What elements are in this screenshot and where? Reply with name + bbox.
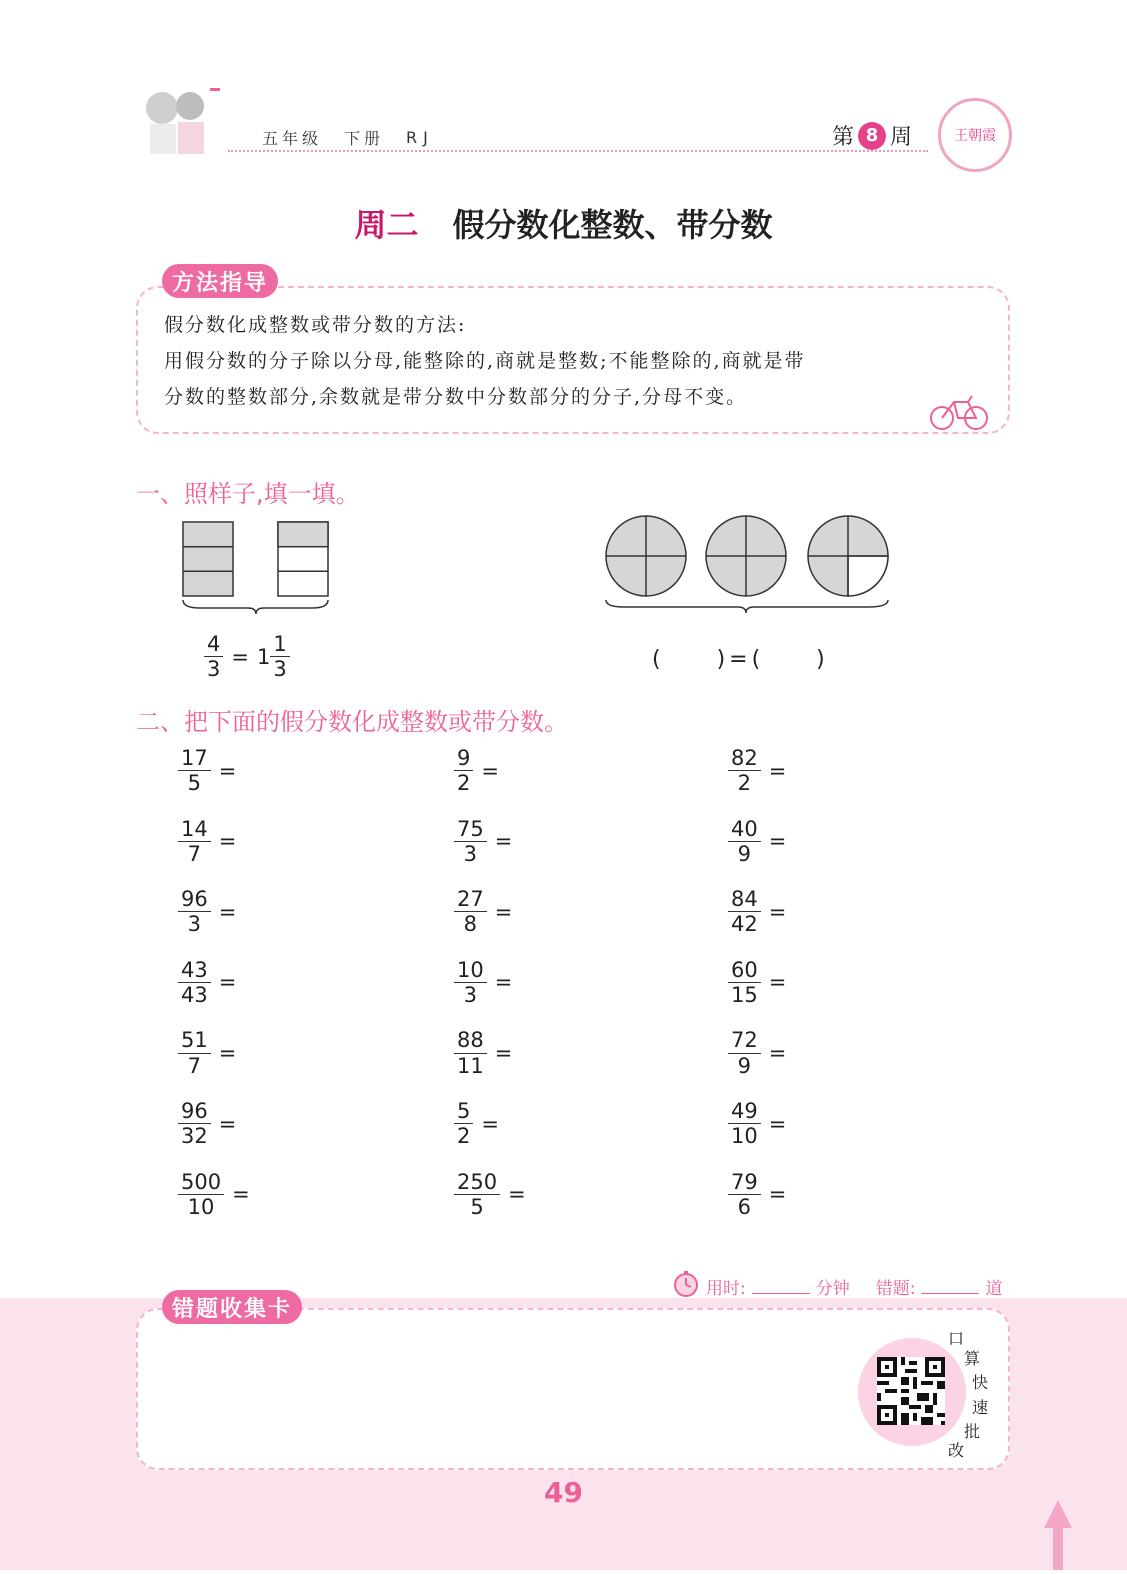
method-label: 方法指导 <box>162 264 278 298</box>
mixed-fraction <box>270 632 289 681</box>
qr-side-char-4: 速 <box>972 1398 989 1417</box>
answer-blank[interactable] <box>256 1179 376 1209</box>
volume-label: 下册 <box>344 128 385 148</box>
fraction-exercise <box>178 746 362 795</box>
equals-sign: = <box>218 829 237 854</box>
fraction-exercise <box>178 887 362 936</box>
answer-blank[interactable] <box>792 826 912 856</box>
equals-sign: = <box>494 1041 513 1066</box>
denominator: 2 <box>457 1124 471 1149</box>
fraction-exercise <box>728 1170 912 1219</box>
blank-equation[interactable]: ( )=( ) <box>652 647 829 672</box>
qr-side-char-2: 算 <box>964 1349 981 1368</box>
improper-fraction <box>728 887 761 936</box>
time-blank[interactable] <box>752 1279 810 1294</box>
denominator: 2 <box>457 771 471 796</box>
fraction-exercise <box>454 817 638 866</box>
improper-fraction <box>178 817 211 866</box>
improper-fraction <box>728 1170 761 1219</box>
grade-label: 五年级 <box>262 128 323 148</box>
equals-sign: = <box>508 1182 526 1207</box>
fraction-exercise <box>728 887 912 936</box>
equals-sign: = <box>231 644 249 669</box>
arrow-decoration-icon <box>1040 1500 1076 1570</box>
fraction-exercise <box>728 1099 912 1148</box>
page-title <box>0 200 1127 246</box>
denominator: 15 <box>731 982 758 1007</box>
fraction-exercise <box>728 817 912 866</box>
numerator: 43 <box>178 958 211 983</box>
fraction-exercise <box>178 958 362 1007</box>
grade-tag <box>256 124 328 150</box>
answer-blank[interactable] <box>242 1109 362 1139</box>
answer-blank[interactable] <box>505 1109 625 1139</box>
numerator: 27 <box>454 887 487 912</box>
improper-fraction <box>454 1099 473 1148</box>
numerator: 40 <box>728 817 761 842</box>
equals-sign: = <box>494 970 513 995</box>
rectangle-model <box>180 520 332 616</box>
equals-sign: = <box>218 1041 237 1066</box>
fraction-exercise <box>728 746 912 795</box>
fraction-exercise <box>454 1170 652 1219</box>
numerator: 72 <box>728 1028 761 1053</box>
denominator: 6 <box>737 1194 752 1219</box>
whole-part: 1 <box>256 644 271 669</box>
numerator: 96 <box>178 887 211 912</box>
denominator: 3 <box>273 657 287 682</box>
numerator: 14 <box>178 817 211 842</box>
denominator: 3 <box>207 657 221 682</box>
week-number: 8 <box>858 122 886 150</box>
answer-blank[interactable] <box>532 1179 652 1209</box>
answer-blank[interactable] <box>242 1038 362 1068</box>
answer-blank[interactable] <box>242 756 362 786</box>
denominator: 10 <box>731 1124 758 1149</box>
edition-label: RJ <box>406 127 434 147</box>
improper-fraction <box>728 746 761 795</box>
answer-blank[interactable] <box>792 1179 912 1209</box>
qr-side-char-1: 口 <box>948 1329 965 1348</box>
equals-sign: = <box>768 970 787 995</box>
denominator: 7 <box>187 1053 202 1078</box>
answer-blank[interactable] <box>792 756 912 786</box>
fraction-exercise <box>454 1028 638 1077</box>
week-prefix: 第 <box>832 125 855 150</box>
denominator: 32 <box>181 1124 208 1149</box>
fraction-exercise <box>728 958 912 1007</box>
equals-sign: = <box>768 899 787 924</box>
method-line-3: 分数的整数部分,余数就是带分数中分数部分的分子,分母不变。 <box>164 386 748 408</box>
denominator: 3 <box>187 912 202 937</box>
improper-fraction <box>178 958 211 1007</box>
improper-fraction <box>454 958 487 1007</box>
answer-blank[interactable] <box>518 1038 638 1068</box>
denominator: 5 <box>470 1194 484 1219</box>
qr-code-icon[interactable] <box>877 1357 945 1425</box>
bicycle-icon <box>928 392 990 432</box>
denominator: 11 <box>457 1053 484 1078</box>
fraction-exercise <box>178 1028 362 1077</box>
numerator: 4 <box>204 632 223 657</box>
improper-fraction <box>178 887 211 936</box>
equals-sign: = <box>768 758 787 783</box>
numerator: 1 <box>270 632 289 657</box>
time-record <box>672 1270 1002 1303</box>
equals-sign: = <box>218 899 237 924</box>
title-topic: 假分数化整数、带分数 <box>452 206 773 244</box>
numerator: 75 <box>454 817 487 842</box>
denominator: 43 <box>181 982 208 1007</box>
week-suffix: 周 <box>890 125 913 150</box>
improper-fraction <box>728 817 761 866</box>
wrong-label: 错题: <box>875 1279 916 1299</box>
numerator: 82 <box>728 746 761 771</box>
answer-blank[interactable] <box>518 897 638 927</box>
improper-fraction <box>728 1099 761 1148</box>
section-2-heading: 二、把下面的假分数化成整数或带分数。 <box>136 708 568 736</box>
equals-sign: = <box>768 1041 787 1066</box>
improper-fraction <box>178 746 211 795</box>
equals-sign: = <box>481 1111 499 1136</box>
denominator: 8 <box>463 912 478 937</box>
author-seal <box>938 98 1012 172</box>
qr-side-char-6: 改 <box>948 1441 965 1460</box>
denominator: 9 <box>737 1053 752 1078</box>
fraction-exercise <box>178 1170 376 1219</box>
page-number: 49 <box>544 1476 583 1509</box>
circle-model <box>600 514 892 614</box>
numerator: 84 <box>728 887 761 912</box>
numerator: 88 <box>454 1028 487 1053</box>
method-line-2: 用假分数的分子除以分母,能整除的,商就是整数;不能整除的,商就是带 <box>164 350 806 372</box>
answer-blank[interactable] <box>242 826 362 856</box>
numerator: 250 <box>454 1170 500 1195</box>
numerator: 49 <box>728 1099 761 1124</box>
answer-blank[interactable] <box>518 967 638 997</box>
header-illustration <box>140 78 230 158</box>
header-divider <box>228 150 928 152</box>
time-label: 用时: <box>706 1279 746 1299</box>
numerator: 96 <box>178 1099 211 1124</box>
section-1-heading: 一、照样子,填一填。 <box>136 480 360 508</box>
fraction-exercise <box>728 1028 912 1077</box>
answer-blank[interactable] <box>792 1038 912 1068</box>
title-day: 周二 <box>354 206 419 244</box>
improper-fraction <box>178 1170 224 1219</box>
denominator: 9 <box>737 841 752 866</box>
improper-fraction <box>454 746 473 795</box>
equals-sign: = <box>768 1111 787 1136</box>
equals-sign: = <box>768 829 787 854</box>
numerator: 500 <box>178 1170 224 1195</box>
equals-sign: = <box>218 758 237 783</box>
numerator: 5 <box>454 1099 473 1124</box>
numerator: 51 <box>178 1028 211 1053</box>
improper-fraction <box>178 1099 211 1148</box>
answer-blank[interactable] <box>242 967 362 997</box>
numerator: 17 <box>178 746 211 771</box>
fraction-exercise <box>454 1099 625 1148</box>
seal-text: 王朝霞 <box>954 128 996 144</box>
denominator: 10 <box>187 1194 215 1219</box>
improper-fraction <box>454 1028 487 1077</box>
improper-fraction <box>728 958 761 1007</box>
equals-sign: = <box>494 899 513 924</box>
denominator: 3 <box>463 841 478 866</box>
numerator: 10 <box>454 958 487 983</box>
fraction-exercise <box>178 817 362 866</box>
equals-sign: = <box>481 758 499 783</box>
equals-sign: = <box>218 970 237 995</box>
card-label: 错题收集卡 <box>162 1290 302 1324</box>
fraction-exercise <box>178 1099 362 1148</box>
equals-sign: = <box>768 1182 787 1207</box>
improper-fraction <box>454 817 487 866</box>
improper-fraction <box>728 1028 761 1077</box>
fraction-exercise <box>454 958 638 1007</box>
answer-blank[interactable] <box>518 826 638 856</box>
denominator: 7 <box>187 841 202 866</box>
denominator: 2 <box>737 771 752 796</box>
edition-tag <box>400 124 440 150</box>
improper-fraction <box>454 887 487 936</box>
wrong-blank[interactable] <box>921 1279 979 1294</box>
denominator: 5 <box>187 771 202 796</box>
wrong-unit: 道 <box>985 1279 1003 1299</box>
answer-blank[interactable] <box>792 897 912 927</box>
fraction-exercise <box>454 887 638 936</box>
fraction-exercise <box>454 746 625 795</box>
stopwatch-icon <box>672 1270 700 1303</box>
example-fraction <box>204 632 223 681</box>
improper-fraction <box>454 1170 500 1219</box>
volume-tag <box>338 124 390 150</box>
denominator: 3 <box>463 982 478 1007</box>
equals-sign: = <box>218 1111 237 1136</box>
qr-side-char-3: 快 <box>972 1373 989 1392</box>
denominator: 42 <box>731 912 758 937</box>
qr-side-char-5: 批 <box>964 1422 981 1441</box>
answer-blank[interactable] <box>242 897 362 927</box>
numerator: 9 <box>454 746 473 771</box>
answer-blank[interactable] <box>792 967 912 997</box>
answer-blank[interactable] <box>792 1109 912 1139</box>
equals-sign: = <box>494 829 513 854</box>
numerator: 79 <box>728 1170 761 1195</box>
numerator: 60 <box>728 958 761 983</box>
time-unit: 分钟 <box>815 1279 850 1299</box>
answer-blank[interactable] <box>505 756 625 786</box>
week-indicator <box>832 120 912 151</box>
equals-sign: = <box>232 1182 250 1207</box>
improper-fraction <box>178 1028 211 1077</box>
method-line-1: 假分数化成整数或带分数的方法: <box>164 314 467 336</box>
example-equation <box>204 632 290 681</box>
